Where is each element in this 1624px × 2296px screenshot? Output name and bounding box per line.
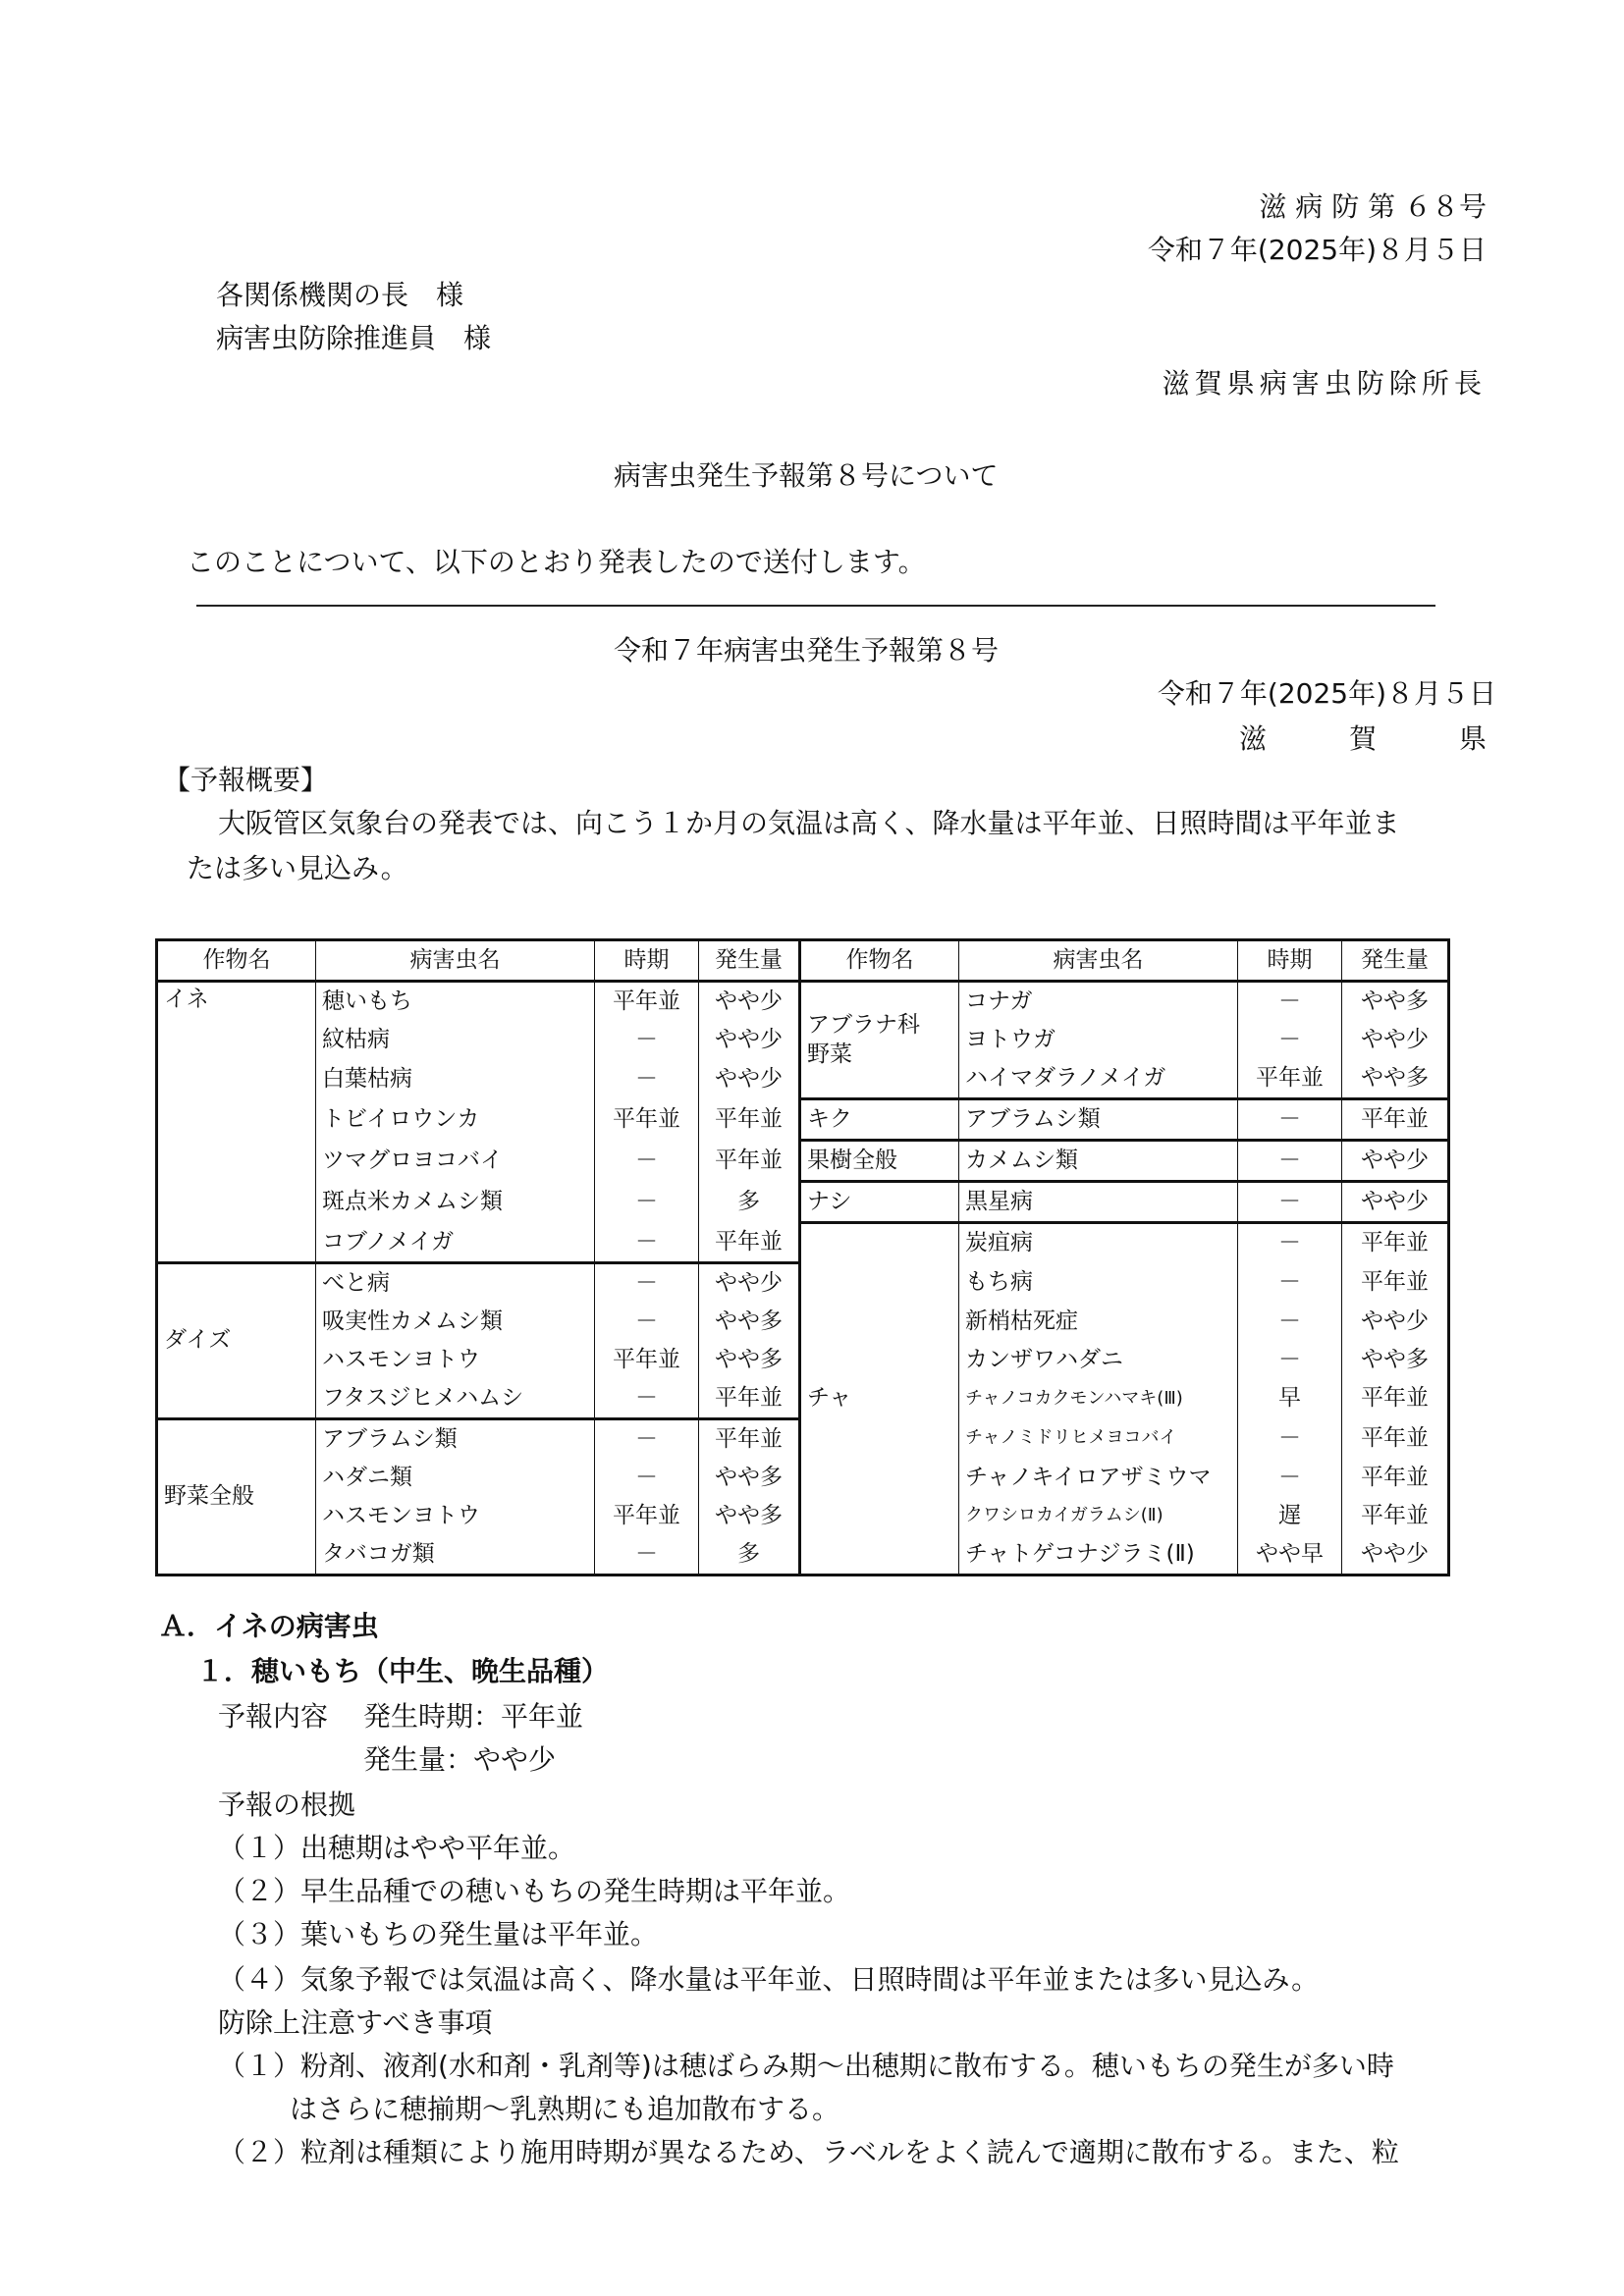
control-item-2: （２）粒剤は種類により施用時期が異なるため、ラベルをよく読んで適期に散布する。また、粒: [218, 2136, 1399, 2168]
pest-amount: やや少: [1342, 1141, 1449, 1182]
pest-amount: 多: [699, 1182, 800, 1223]
sender: 滋賀県病害虫防除所長: [1162, 367, 1487, 400]
crop-chrysanthemum: キク: [800, 1099, 959, 1141]
pest-amount: 平年並: [1342, 1497, 1449, 1535]
forecast-issuer: 滋 賀 県: [1238, 722, 1487, 755]
basis-item-4: （４）気象予報では気温は高く、降水量は平年並、日照時間は平年並または多い見込み。: [218, 1963, 1320, 1996]
crop-rice: イネ: [157, 982, 316, 1263]
pest-timing: 平年並: [1238, 1059, 1342, 1099]
pest-name: 紋枯病: [316, 1021, 595, 1059]
pest-amount: やや少: [699, 1262, 800, 1303]
pest-amount: やや多: [1342, 1341, 1449, 1379]
crop-tea: チャ: [800, 1223, 959, 1575]
pest-amount: やや少: [1342, 1535, 1449, 1575]
pest-name: 黒星病: [959, 1182, 1238, 1223]
header-pest-right: 病害虫名: [959, 940, 1238, 982]
pest-amount: やや少: [1342, 1303, 1449, 1341]
pest-amount: やや多: [1342, 982, 1449, 1022]
pest-timing: －: [1238, 1459, 1342, 1497]
pest-name: クワシロカイガラムシ(Ⅱ): [959, 1497, 1238, 1535]
pest-name: コナガ: [959, 982, 1238, 1022]
pest-name: タバコガ類: [316, 1535, 595, 1575]
pest-timing: －: [595, 1262, 699, 1303]
table-row: [157, 982, 1449, 1022]
pest-name: 斑点米カメムシ類: [316, 1182, 595, 1223]
pest-amount: やや多: [699, 1459, 800, 1497]
pest-amount: やや多: [699, 1497, 800, 1535]
basis-item-2: （２）早生品種での穂いもちの発生時期は平年並。: [218, 1875, 851, 1907]
overview-heading: 【予報概要】: [163, 764, 329, 796]
pest-amount: 平年並: [1342, 1459, 1449, 1497]
pest-name: べと病: [316, 1262, 595, 1303]
recipient-1: 各関係機関の長 様: [216, 279, 464, 311]
pest-timing: －: [595, 1141, 699, 1182]
pest-timing: －: [595, 1021, 699, 1059]
header-crop-left: 作物名: [157, 940, 316, 982]
crop-soybean: ダイズ: [157, 1262, 316, 1418]
subject: 病害虫発生予報第８号について: [614, 459, 999, 492]
pest-amount: 平年並: [699, 1418, 800, 1459]
forecast-amount: 発生量：やや少: [363, 1743, 557, 1776]
pest-amount: やや多: [699, 1303, 800, 1341]
pest-name: カンザワハダニ: [959, 1341, 1238, 1379]
pest-timing: 遅: [1238, 1497, 1342, 1535]
pest-amount: 平年並: [699, 1379, 800, 1419]
pest-amount: やや少: [699, 982, 800, 1022]
pest-timing: 早: [1238, 1379, 1342, 1419]
divider-line: [196, 605, 1435, 607]
forecast-title: 令和７年病害虫発生予報第８号: [614, 634, 1000, 667]
pest-name: 炭疽病: [959, 1223, 1238, 1263]
forecast-timing: 発生時期：平年並: [363, 1700, 584, 1733]
crop-brassica-vegetables: アブラナ科 野菜: [800, 982, 959, 1099]
header-timing-left: 時期: [595, 940, 699, 982]
pest-timing: －: [1238, 1223, 1342, 1263]
recipient-2: 病害虫防除推進員 様: [216, 322, 492, 354]
pest-amount: やや少: [699, 1059, 800, 1099]
pest-timing: －: [1238, 1099, 1342, 1141]
pest-timing: －: [1238, 1141, 1342, 1182]
pest-timing: 平年並: [595, 982, 699, 1022]
pest-name: 白葉枯病: [316, 1059, 595, 1099]
pest-name: チャノミドリヒメヨコバイ: [959, 1418, 1238, 1459]
pest-name: アブラムシ類: [316, 1418, 595, 1459]
control-heading: 防除上注意すべき事項: [218, 2006, 493, 2039]
pest-timing: －: [595, 1182, 699, 1223]
intro-text: このことについて、以下のとおり発表したので送付します。: [187, 546, 926, 578]
pest-amount: 平年並: [1342, 1099, 1449, 1141]
pest-amount: 平年並: [1342, 1262, 1449, 1303]
basis-item-1: （１）出穂期はやや平年並。: [218, 1832, 576, 1864]
pest-amount: 平年並: [699, 1141, 800, 1182]
issue-date: 令和７年(2025年)８月５日: [1147, 234, 1487, 266]
pest-amount: 多: [699, 1535, 800, 1575]
pest-amount: やや多: [699, 1341, 800, 1379]
pest-timing: －: [595, 1379, 699, 1419]
basis-heading: 予報の根拠: [218, 1789, 356, 1821]
pest-amount: やや少: [699, 1021, 800, 1059]
pest-amount: やや少: [1342, 1182, 1449, 1223]
pest-timing: －: [595, 1459, 699, 1497]
document-number: 滋 病 防 第 ６８号: [1259, 190, 1487, 223]
pest-name: アブラムシ類: [959, 1099, 1238, 1141]
table-row: [157, 1182, 1449, 1223]
pest-timing: －: [1238, 1262, 1342, 1303]
pest-timing: －: [595, 1059, 699, 1099]
pest-amount: やや少: [1342, 1021, 1449, 1059]
pest-timing: －: [595, 1303, 699, 1341]
pest-name: チャノコカクモンハマキ(Ⅲ): [959, 1379, 1238, 1419]
pest-amount: 平年並: [699, 1099, 800, 1141]
pest-timing: 平年並: [595, 1341, 699, 1379]
pest-name: 吸実性カメムシ類: [316, 1303, 595, 1341]
pest-timing: －: [595, 1223, 699, 1263]
pest-amount: 平年並: [1342, 1418, 1449, 1459]
section-a-title: Ａ．イネの病害虫: [159, 1610, 379, 1642]
pest-name: ヨトウガ: [959, 1021, 1238, 1059]
control-item-1-continued: はさらに穂揃期～乳熟期にも追加散布する。: [290, 2093, 840, 2125]
overview-line-2: たは多い見込み。: [187, 852, 408, 884]
pest-name: 穂いもち: [316, 982, 595, 1022]
pest-timing: －: [1238, 1021, 1342, 1059]
pest-name: ハイマダラノメイガ: [959, 1059, 1238, 1099]
basis-item-3: （３）葉いもちの発生量は平年並。: [218, 1918, 659, 1950]
pest-name: フタスジヒメハムシ: [316, 1379, 595, 1419]
pest-timing: 平年並: [595, 1497, 699, 1535]
pest-timing: －: [1238, 1303, 1342, 1341]
pest-name: トビイロウンカ: [316, 1099, 595, 1141]
pest-timing: －: [1238, 1182, 1342, 1223]
pest-name: 新梢枯死症: [959, 1303, 1238, 1341]
pest-name: ハスモンヨトウ: [316, 1341, 595, 1379]
crop-pear: ナシ: [800, 1182, 959, 1223]
pest-amount: やや多: [1342, 1059, 1449, 1099]
forecast-content-label: 予報内容: [218, 1700, 329, 1733]
header-amount-right: 発生量: [1342, 940, 1449, 982]
pest-timing: －: [1238, 1341, 1342, 1379]
pest-name: ハダニ類: [316, 1459, 595, 1497]
header-timing-right: 時期: [1238, 940, 1342, 982]
header-pest-left: 病害虫名: [316, 940, 595, 982]
pest-forecast-table: [155, 938, 1450, 1576]
pest-name: ハスモンヨトウ: [316, 1497, 595, 1535]
pest-amount: 平年並: [1342, 1379, 1449, 1419]
table-row: [157, 1223, 1449, 1263]
pest-timing: やや早: [1238, 1535, 1342, 1575]
control-item-1: （１）粉剤、液剤(水和剤・乳剤等)は穂ばらみ期～出穂期に散布する。穂いもちの発生が多い時: [218, 2050, 1394, 2082]
pest-name: ツマグロヨコバイ: [316, 1141, 595, 1182]
pest-timing: －: [1238, 982, 1342, 1022]
table-header-row: [157, 940, 1449, 982]
pest-timing: －: [595, 1535, 699, 1575]
pest-name: コブノメイガ: [316, 1223, 595, 1263]
pest-timing: －: [1238, 1418, 1342, 1459]
crop-fruit-trees: 果樹全般: [800, 1141, 959, 1182]
item-1-title: １．穂いもち（中生、晩生品種）: [196, 1655, 610, 1687]
header-crop-right: 作物名: [800, 940, 959, 982]
pest-name: チャトゲコナジラミ(Ⅱ): [959, 1535, 1238, 1575]
pest-amount: 平年並: [1342, 1223, 1449, 1263]
forecast-date: 令和７年(2025年)８月５日: [1157, 677, 1496, 710]
table-row: [157, 1141, 1449, 1182]
pest-name: カメムシ類: [959, 1141, 1238, 1182]
pest-amount: 平年並: [699, 1223, 800, 1263]
header-amount-left: 発生量: [699, 940, 800, 982]
table-row: [157, 1099, 1449, 1141]
crop-vegetables-general: 野菜全般: [157, 1418, 316, 1575]
pest-timing: －: [595, 1418, 699, 1459]
pest-timing: 平年並: [595, 1099, 699, 1141]
overview-line-1: 大阪管区気象台の発表では、向こう１か月の気温は高く、降水量は平年並、日照時間は平年並ま: [218, 807, 1400, 839]
pest-name: チャノキイロアザミウマ: [959, 1459, 1238, 1497]
pest-name: もち病: [959, 1262, 1238, 1303]
